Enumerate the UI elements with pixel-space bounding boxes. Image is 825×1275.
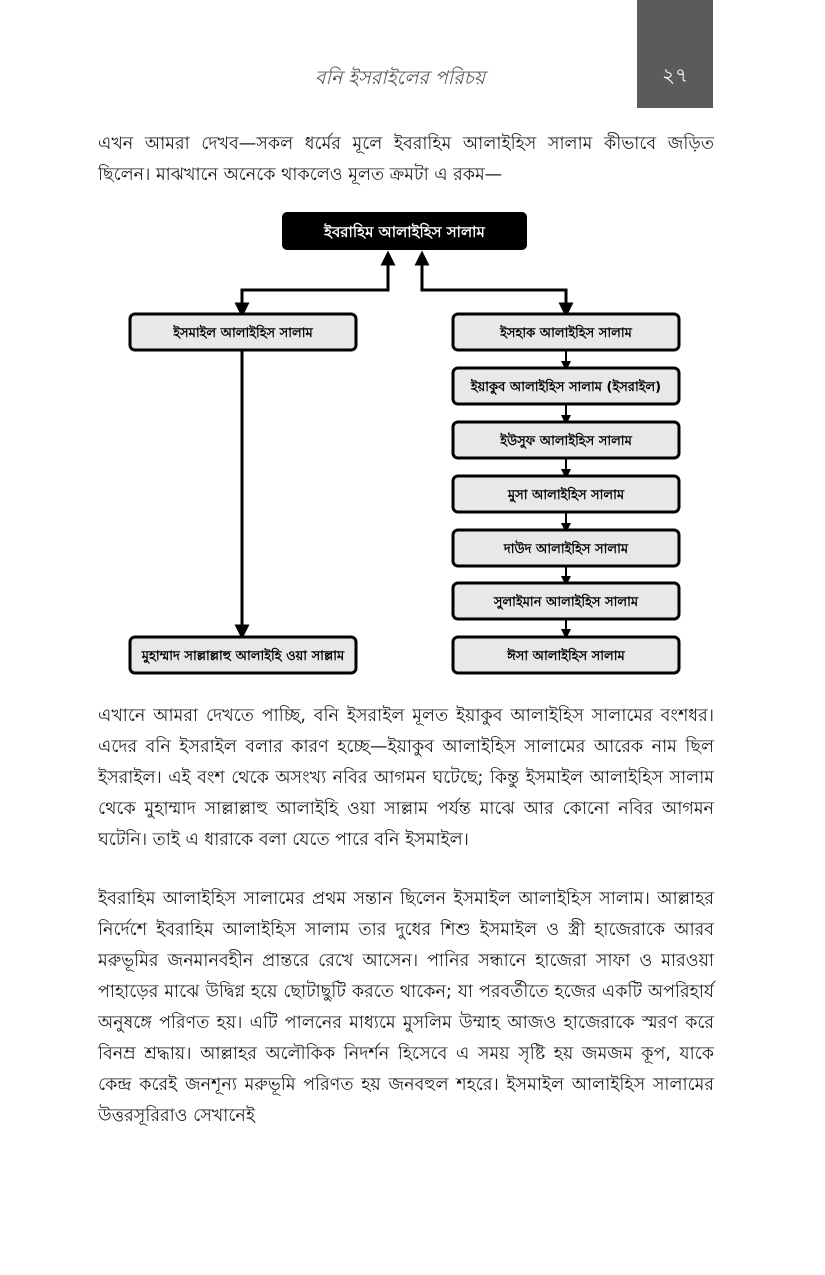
body-paragraph-2: ইবরাহিম আলাইহিস সালামের প্রথম সন্তান ছিলেন ইসমাইল আলাইহিস সালাম। আল্লাহর নির্দেশে ইবরাহিম আলাইহিস সালাম তার দুধের শিশু ইসমাইল ও স্ত্রী হাজেরাকে আরব মরুভূমির জনমানবহীন প্রান্তরে রেখে আসেন। পানির সন্ধানে হাজেরা সাফা ও মারওয়া পাহাড়ের মাঝে উদ্বিগ্ন হয়ে ছোটাছুটি করতে থাকেন; যা পরবর্তীতে হজের একটি অপরিহার্য অনুষঙ্গে পরিণত হয়। এটি পালনের মাধ্যমে মুসলিম উম্মাহ আজও হাজেরাকে স্মরণ করে বিনম্র শ্রদ্ধায়। আল্লাহর অলৌকিক নিদর্শন হিসেবে এ সময় সৃষ্টি হয় জমজম কূপ, যাকে কেন্দ্র করেই জনশূন্য মরুভূমি পরিণত হয় জনবহুল শহরে। ইসমাইল আলাইহিস সালামের উত্তরসূরিরাও সেখানেই xyxy=(98,889,714,1126)
box-musa-label: মুসা আলাইহিস সালাম xyxy=(507,488,625,503)
root-label: ইবরাহিম আলাইহিস সালাম xyxy=(324,223,485,241)
body-paragraph-1: এখানে আমরা দেখতে পাচ্ছি, বনি ইসরাইল মূলত ইয়াকুব আলাইহিস সালামের বংশধর। এদের বনি ইসরাইল বলার কারণ হচ্ছে—ইয়াকুব আলাইহিস সালামের আরেক নাম ছিল ইসরাইল। এই বংশ থেকে অসংখ্য নবির আগমন ঘটেছে; কিন্তু ইসমাইল আলাইহিস সালাম থেকে মুহাম্মাদ সাল্লাল্লাহু আলাইহি ওয়া সাল্লাম পর্যন্ত মাঝে আর কোনো নবির আগমন ঘটেনি। তাই এ ধারাকে বলা যেতে পারে বনি ইসমাইল। xyxy=(98,706,714,850)
box-sulaiman-label: সুলাইমান আলাইহিস সালাম xyxy=(493,595,639,610)
box-ismail-label: ইসমাইল আলাইহিস সালাম xyxy=(173,326,313,341)
box-ishaq-label: ইসহাক আলাইহিস সালাম xyxy=(500,326,632,341)
box-yaqub-label: ইয়াকুব আলাইহিস সালাম (ইসরাইল) xyxy=(470,380,662,395)
running-header: বনি ইসরাইলের পরিচয় xyxy=(314,67,486,89)
box-yusuf-label: ইউসুফ আলাইহিস সালাম xyxy=(500,434,632,449)
lineage-diagram xyxy=(0,200,825,680)
intro-paragraph: এখন আমরা দেখব—সকল ধর্মের মূলে ইবরাহিম আলাইহিস সালাম কীভাবে জড়িত ছিলেন। মাঝখানে অনেকে থাকলেও মূলত ক্রমটা এ রকম— xyxy=(98,134,714,185)
page-number: ২৭ xyxy=(661,63,688,87)
box-muhammad-label: মুহাম্মাদ সাল্লাল্লাহু আলাইহি ওয়া সাল্লাম xyxy=(141,649,345,664)
box-isa-label: ঈসা আলাইহিস সালাম xyxy=(507,649,625,664)
page-number-tab xyxy=(637,0,713,108)
box-daud-label: দাউদ আলাইহিস সালাম xyxy=(503,542,629,557)
root-connectors xyxy=(242,258,566,310)
